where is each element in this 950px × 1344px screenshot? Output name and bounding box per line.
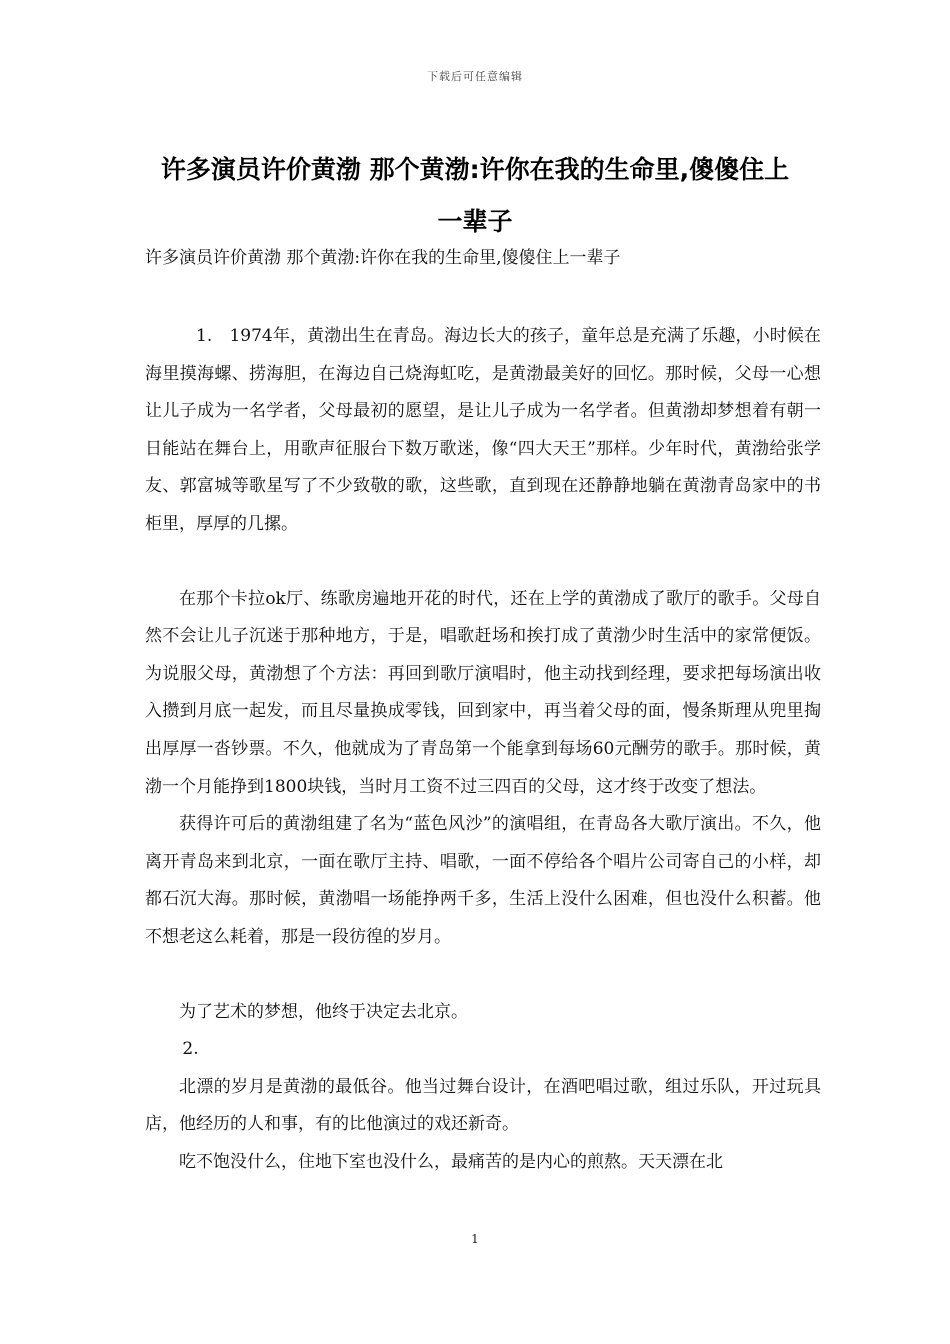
page-header: 下载后可任意编辑 [427,70,523,83]
page-number: 1 [471,1232,479,1246]
paragraph-6: 吃不饱没什么，住地下室也没什么，最痛苦的是内心的煎熬。天天漂在北 [179,1151,723,1172]
paragraph-5: 北漂的岁月是黄渤的最低谷。他当过舞台设计，在酒吧唱过歌，组过乐队，开过玩具店，他经历的人和事，有的比他演过的戏还新奇。 [145,1076,821,1135]
document-subtitle: 许多演员许价黄渤 那个黄渤:许你在我的生命里,傻傻住上一辈子 [145,248,621,268]
paragraph-spacer [145,957,821,994]
title-line-2: 一辈子 [437,207,513,236]
paragraph-3: 获得许可后的黄渤组建了名为“蓝色风沙”的演唱组，在青岛各大歌厅演出。不久，他离开青岛来到北京，一面在歌厅主持、唱歌，一面不停给各个唱片公司寄自己的小样，却都石沉大海。那时候，黄渤唱一场能挣两千多，生活上没什么困难，但也没什么积蓄。他不想老这么耗着，那是一段彷徨的岁月。 [145,814,821,947]
document-title [100,144,850,248]
section-marker-2: 2. [182,1039,199,1060]
title-line-1: 许多演员许价黄渤 那个黄渤:许你在我的生命里,傻傻住上 [160,155,790,184]
paragraph-1: 1. 1974年，黄渤出生在青岛。海边长大的孩子，童年总是充满了乐趣，小时候在海里摸海螺、捞海胆，在海边自己烧海虹吃，是黄渤最美好的回忆。那时候，父母一心想让儿子成为一名学者，父母最初的愿望，是让儿子成为一名学者。但黄渤却梦想着有朝一日能站在舞台上，用歌声征服台下数万歌迷，像“四大天王”那样。少年时代，黄渤给张学友、郭富城等歌星写了不少致敬的歌，这些歌，直到现在还静静地躺在黄渤青岛家中的书柜里，厚厚的几摞。 [145,326,821,534]
paragraph-4: 为了艺术的梦想，他终于决定去北京。 [179,1001,468,1022]
paragraph-spacer [145,544,821,581]
document-body [145,318,821,1181]
paragraph-2: 在那个卡拉ok厅、练歌房遍地开花的时代，还在上学的黄渤成了歌厅的歌手。父母自然不会让儿子沉迷于那种地方，于是，唱歌赶场和挨打成了黄渤少时生活中的家常便饭。为说服父母，黄渤想了个方法：再回到歌厅演唱时，他主动找到经理，要求把每场演出收入攒到月底一起发，而且尽量换成零钱，回到家中，再当着父母的面，慢条斯理从兜里掏出厚厚一沓钞票。不久，他就成为了青岛第一个能拿到每场60元酬劳的歌手。那时候，黄渤一个月能挣到1800块钱，当时月工资不过三四百的父母，这才终于改变了想法。 [145,588,821,797]
